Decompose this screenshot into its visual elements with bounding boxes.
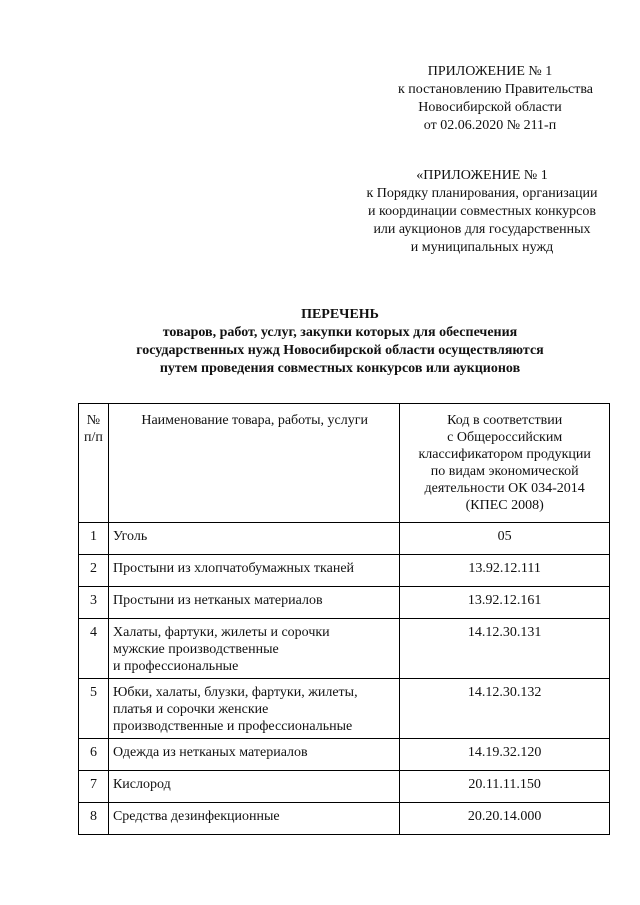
heading-title: ПЕРЕЧЕНЬ — [301, 307, 379, 322]
table-row — [79, 555, 610, 587]
row-code: 20.11.11.150 — [400, 771, 610, 803]
row-name — [108, 739, 399, 771]
table-header-row — [79, 404, 610, 523]
row-num: 6 — [79, 739, 109, 771]
annex-order-line: или аукционов для государственных — [373, 222, 591, 237]
row-name-line: и профессиональные — [112, 659, 239, 674]
row-name — [108, 679, 399, 739]
row-code: 20.20.14.000 — [400, 803, 610, 835]
header-code-line: деятельности ОК 034-2014 — [424, 481, 585, 496]
row-num: 3 — [79, 587, 109, 619]
row-name — [108, 587, 399, 619]
heading-line: путем проведения совместных конкурсов или аукционов — [159, 361, 521, 376]
goods-table — [78, 403, 610, 835]
row-name — [108, 523, 399, 555]
row-name — [108, 803, 399, 835]
header-code-line: (КПЕС 2008) — [465, 498, 544, 513]
row-num: 4 — [79, 619, 109, 679]
table-row — [79, 679, 610, 739]
header-code-line: с Общероссийским — [447, 430, 563, 445]
annex-order-block — [346, 167, 618, 257]
row-name-line: Халаты, фартуки, жилеты и сорочки — [112, 625, 330, 640]
table-row — [79, 771, 610, 803]
row-name — [108, 771, 399, 803]
row-name-line: Юбки, халаты, блузки, фартуки, жилеты, — [112, 685, 358, 700]
row-name-line: мужские производственные — [112, 642, 279, 657]
row-code: 14.12.30.131 — [400, 619, 610, 679]
row-name-line: Уголь — [112, 529, 148, 544]
row-code: 14.19.32.120 — [400, 739, 610, 771]
row-name-line: Простыни из нетканых материалов — [112, 593, 323, 608]
annex-resolution-block — [398, 63, 594, 135]
table-row — [79, 619, 610, 679]
header-name-cell — [108, 404, 399, 523]
annex-order-line: «ПРИЛОЖЕНИЕ № 1 — [416, 168, 548, 183]
row-num: 2 — [79, 555, 109, 587]
annex-resolution-line: Новосибирской области — [418, 100, 562, 115]
row-code: 05 — [400, 523, 610, 555]
table-row — [79, 739, 610, 771]
annex-resolution-line: к постановлению Правительства — [398, 82, 594, 97]
table-row — [79, 803, 610, 835]
row-code: 13.92.12.111 — [400, 555, 610, 587]
row-code: 13.92.12.161 — [400, 587, 610, 619]
annex-order-line: и координации совместных конкурсов — [368, 204, 596, 219]
row-name-line: Одежда из нетканых материалов — [112, 745, 308, 760]
row-name-line: Кислород — [112, 777, 171, 792]
row-name-line: производственные и профессиональные — [112, 719, 353, 734]
header-code-line: классификатором продукции — [418, 447, 591, 462]
document-heading — [40, 306, 640, 378]
row-num: 8 — [79, 803, 109, 835]
heading-line: государственных нужд Новосибирской области осуществляются — [136, 343, 544, 358]
header-code-line: по видам экономической — [430, 464, 579, 479]
row-name-line: платья и сорочки женские — [112, 702, 269, 717]
table-row — [79, 587, 610, 619]
header-num-line: п/п — [84, 430, 103, 445]
header-num-cell — [79, 404, 109, 523]
header-name-line: Наименование товара, работы, услуги — [141, 413, 368, 428]
annex-order-line: к Порядку планирования, организации — [366, 186, 598, 201]
heading-line: товаров, работ, услуг, закупки которых для обеспечения — [162, 325, 518, 340]
row-num: 1 — [79, 523, 109, 555]
header-code-line: Код в соответствии — [447, 413, 563, 428]
row-code: 14.12.30.132 — [400, 679, 610, 739]
annex-resolution-line: ПРИЛОЖЕНИЕ № 1 — [427, 64, 553, 79]
row-num: 7 — [79, 771, 109, 803]
header-num-line: № — [86, 413, 101, 428]
row-num: 5 — [79, 679, 109, 739]
annex-order-line: и муниципальных нужд — [410, 240, 554, 255]
row-name — [108, 619, 399, 679]
row-name-line: Средства дезинфекционные — [112, 809, 280, 824]
header-code-cell — [400, 404, 610, 523]
row-name — [108, 555, 399, 587]
table-row — [79, 523, 610, 555]
row-name-line: Простыни из хлопчатобумажных тканей — [112, 561, 355, 576]
annex-resolution-line: от 02.06.2020 № 211-п — [423, 118, 557, 133]
